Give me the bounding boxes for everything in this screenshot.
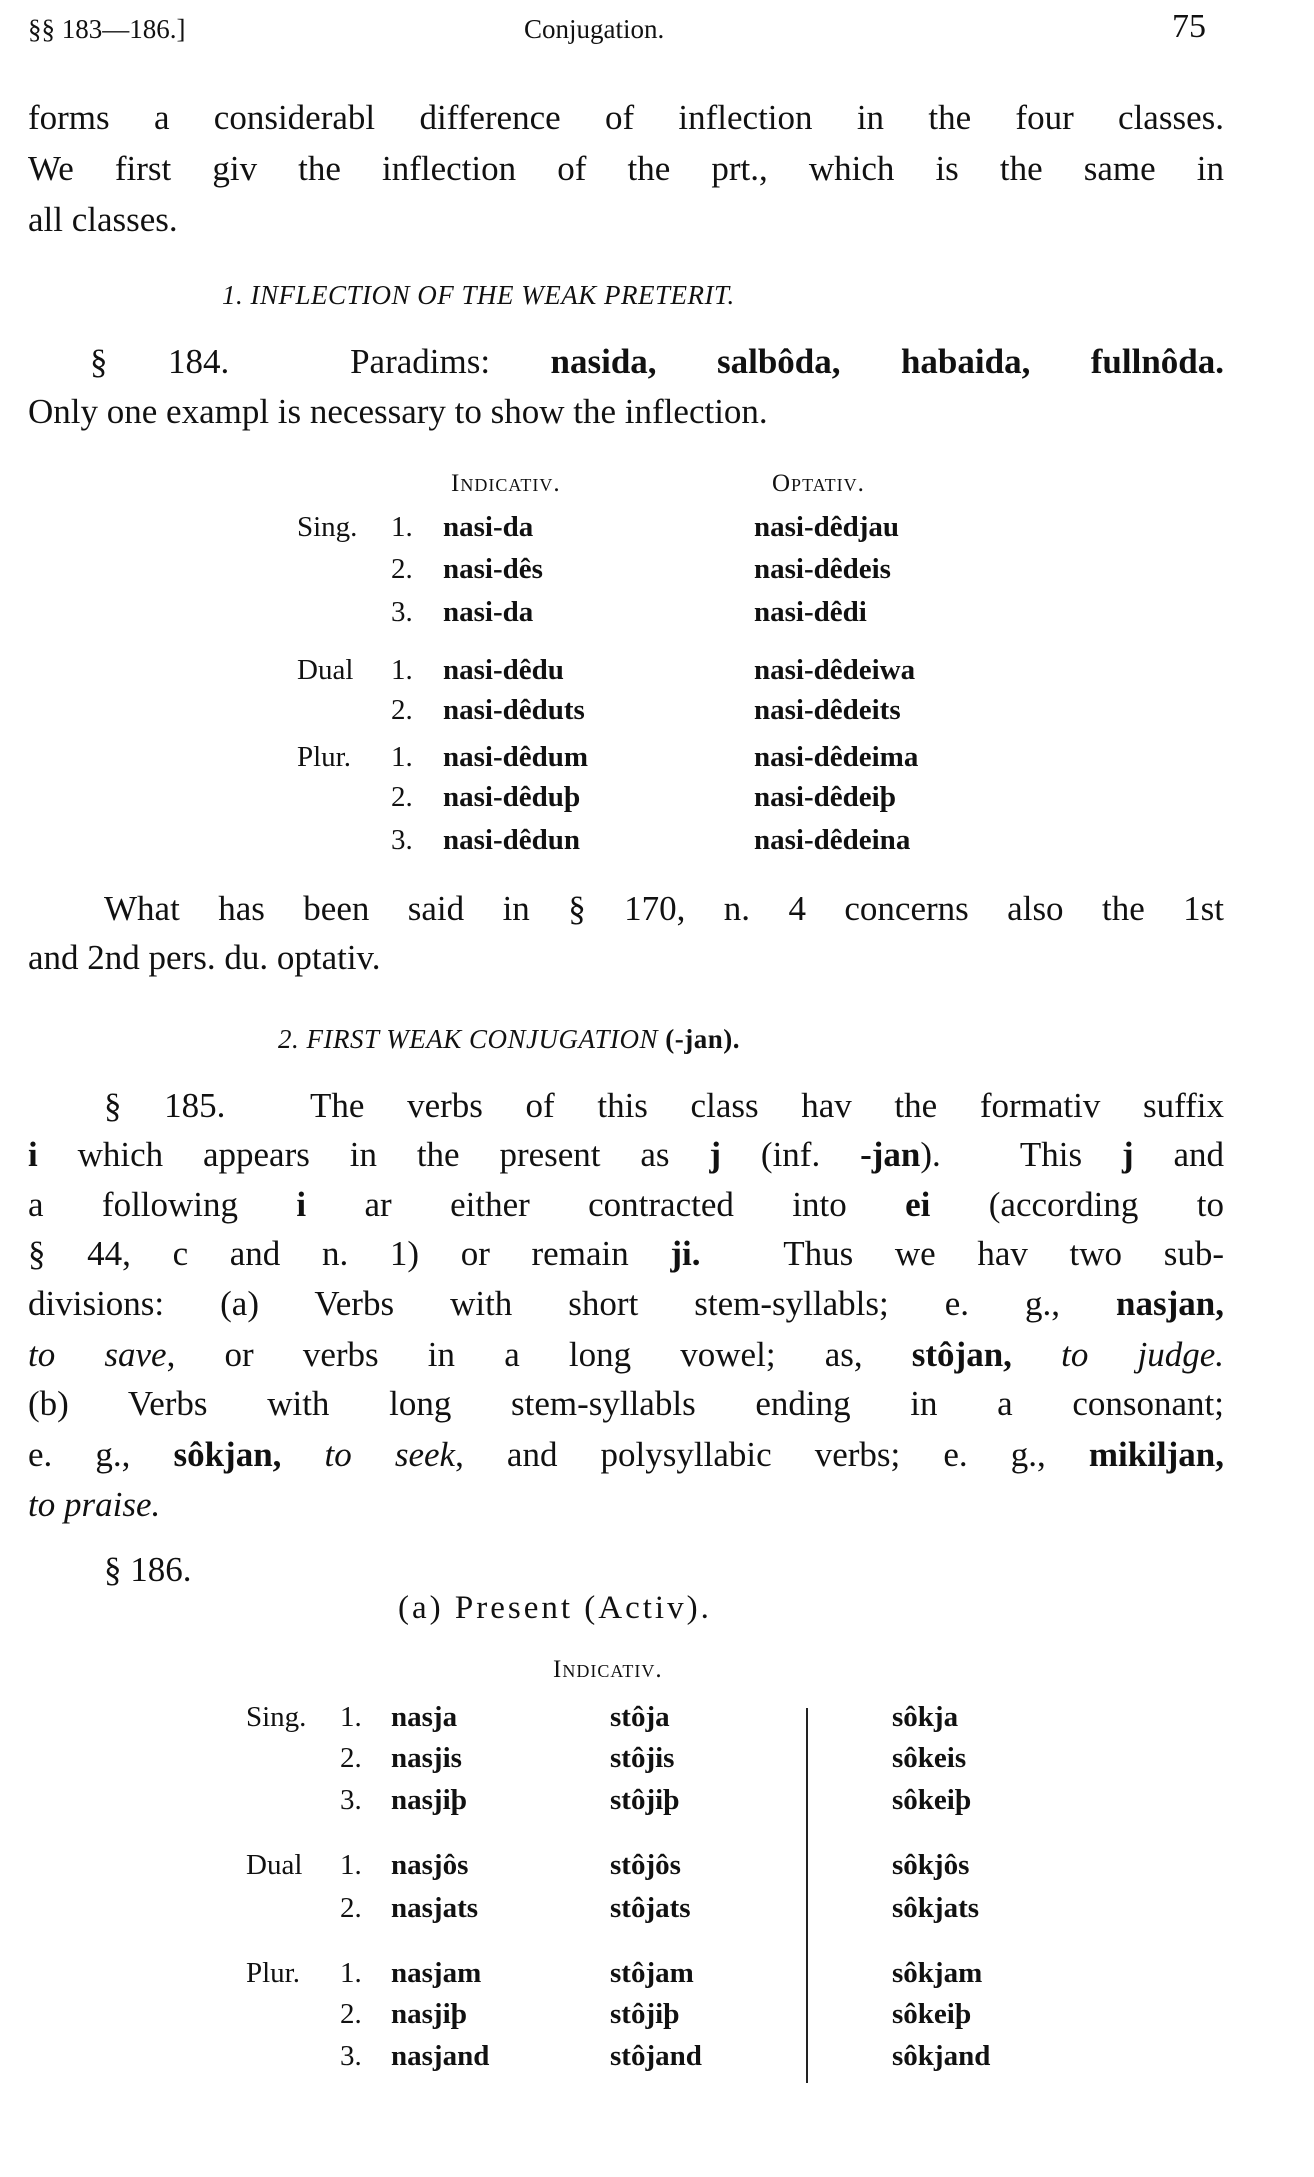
stojan-form: stôjam — [610, 1957, 694, 1989]
stojan-form: stôjiþ — [610, 1784, 680, 1816]
paragraph-line — [28, 1484, 1224, 1526]
optativ-form: nasi-dêdi — [754, 596, 867, 628]
row-group-label: Plur. — [297, 741, 351, 773]
text-run: e. g., — [28, 1435, 174, 1474]
nasjan-form: nasjôs — [391, 1849, 469, 1881]
sokjan-form: sôkeiþ — [892, 1784, 971, 1816]
heading-suffix: (-jan). — [665, 1024, 740, 1054]
intro-line: We first giv the inflection of the prt., which is the same in — [28, 149, 1224, 188]
paragraph-line — [28, 1184, 1224, 1226]
stojan-form: stôjiþ — [610, 1998, 680, 2030]
row-number: 3. — [391, 596, 413, 628]
row-number: 1. — [340, 1849, 362, 1881]
text-run: divisions: (a) Verbs with short stem-syllabls; e. g., — [28, 1284, 1117, 1323]
paragraph-line — [28, 1233, 1224, 1275]
row-number: 2. — [340, 1742, 362, 1774]
row-number: 2. — [391, 553, 413, 585]
text-run: , and polysyllabic verbs; e. g., — [455, 1435, 1089, 1474]
sokjan-form: sôkjôs — [892, 1849, 970, 1881]
text-run: -jan — [860, 1135, 921, 1174]
text-run: Thus we hav two sub- — [700, 1234, 1224, 1273]
indicativ-form: nasi-dêduts — [443, 694, 585, 726]
row-number: 2. — [340, 1998, 362, 2030]
optativ-form: nasi-dêdeits — [754, 694, 901, 726]
paragraph-line — [28, 1134, 1224, 1176]
row-number: 1. — [391, 741, 413, 773]
row-group-label: Sing. — [297, 511, 358, 543]
text-run: § 184. Paradims: — [90, 342, 551, 381]
sokjan-form: sôkja — [892, 1701, 959, 1733]
text-run: (b) Verbs with long stem-syllabls ending in a consonant; — [28, 1384, 1224, 1423]
row-number: 2. — [340, 1892, 362, 1924]
indicativ-form: nasi-dêduþ — [443, 781, 581, 813]
paragraph-line — [28, 391, 1224, 433]
paragraph-line — [104, 1085, 1224, 1127]
sokjan-form: sôkeis — [892, 1742, 967, 1774]
sokjan-form: sôkjam — [892, 1957, 983, 1989]
text-run: j — [709, 1135, 722, 1174]
paragraph-line — [28, 1434, 1224, 1476]
text-run: to seek — [281, 1435, 456, 1474]
indicativ-form: nasi-dêdum — [443, 741, 589, 773]
row-group-label: Dual — [297, 654, 354, 686]
nasjan-form: nasjam — [391, 1957, 482, 1989]
table1-header-indicativ: Indicativ. — [451, 470, 561, 497]
row-number: 3. — [391, 824, 413, 856]
nasjan-form: nasjiþ — [391, 1784, 467, 1816]
nasjan-form: nasjand — [391, 2040, 490, 2072]
text-run: j — [1121, 1135, 1134, 1174]
indicativ-form: nasi-da — [443, 596, 534, 628]
row-number: 2. — [391, 694, 413, 726]
text-run: Only one exampl is necessary to show the inflection. — [28, 392, 768, 431]
paragraph-line — [90, 341, 1224, 383]
intro-line: all classes. — [28, 200, 178, 239]
text-run: nasjan, — [1116, 1284, 1224, 1323]
sokjan-form: sôkjats — [892, 1892, 980, 1924]
note-line: What has been said in § 170, n. 4 concerns also the 1st — [104, 889, 1224, 928]
text-run: a following — [28, 1185, 297, 1224]
paragraph-line — [28, 1283, 1224, 1325]
nasjan-form: nasjiþ — [391, 1998, 467, 2030]
optativ-form: nasi-dêdeis — [754, 553, 891, 585]
indicativ-form: nasi-dêdun — [443, 824, 581, 856]
text-run: § 44, c and n. 1) or remain — [28, 1234, 671, 1273]
sokjan-form: sôkeiþ — [892, 1998, 971, 2030]
section-heading-first-weak-conjugation — [278, 1024, 740, 1055]
intro-line: forms a considerabl difference of inflection in the four classes. — [28, 98, 1224, 137]
text-run: to save — [28, 1335, 167, 1374]
text-run: stôjan, — [911, 1335, 1012, 1374]
optativ-form: nasi-dêdjau — [754, 511, 900, 543]
text-run: (inf. — [721, 1135, 861, 1174]
row-number: 1. — [391, 511, 413, 543]
stojan-form: stôja — [610, 1701, 670, 1733]
text-run: ei — [905, 1185, 931, 1224]
text-run: (according to — [930, 1185, 1224, 1224]
text-run: ji. — [670, 1234, 701, 1273]
row-group-label: Dual — [246, 1849, 303, 1881]
text-run: which appears in the present as — [37, 1135, 710, 1174]
paragraph-line — [28, 1334, 1224, 1376]
row-number: 2. — [391, 781, 413, 813]
indicativ-form: nasi-dêdu — [443, 654, 564, 686]
row-group-label: Sing. — [246, 1701, 307, 1733]
text-run: , or verbs in a long vowel; as, — [166, 1335, 912, 1374]
text-run: sôkjan, — [173, 1435, 282, 1474]
text-run: ). This — [920, 1135, 1122, 1174]
stojan-form: stôjats — [610, 1892, 691, 1924]
text-run: § 185. The verbs of this class hav the formativ suffix — [104, 1086, 1224, 1125]
text-run: and — [1133, 1135, 1224, 1174]
page-number: 75 — [1172, 8, 1206, 45]
optativ-form: nasi-dêdeima — [754, 741, 919, 773]
nasjan-form: nasja — [391, 1701, 458, 1733]
stojan-form: stôjand — [610, 2040, 702, 2072]
table2-header-indicativ: Indicativ. — [553, 1656, 663, 1683]
stojan-form: stôjis — [610, 1742, 675, 1774]
row-number: 3. — [340, 1784, 362, 1816]
text-run: i — [296, 1185, 307, 1224]
present-activ-subtitle: (a) Present (Activ). — [398, 1590, 712, 1626]
paragraph-line — [28, 1383, 1224, 1425]
text-run: nasida, salbôda, habaida, fullnôda. — [550, 342, 1225, 381]
text-run: to praise. — [28, 1485, 161, 1524]
optativ-form: nasi-dêdeina — [754, 824, 911, 856]
text-run: i — [28, 1135, 38, 1174]
row-number: 1. — [340, 1701, 362, 1733]
row-number: 1. — [391, 654, 413, 686]
nasjan-form: nasjats — [391, 1892, 479, 1924]
running-head-sections: §§ 183—186.] — [28, 14, 186, 44]
indicativ-form: nasi-da — [443, 511, 534, 543]
optativ-form: nasi-dêdeiþ — [754, 781, 896, 813]
stojan-form: stôjôs — [610, 1849, 681, 1881]
running-head-title: Conjugation. — [524, 14, 665, 44]
row-number: 3. — [340, 2040, 362, 2072]
nasjan-form: nasjis — [391, 1742, 462, 1774]
table1-header-optativ: Optativ. — [772, 470, 865, 497]
section-186-label: § 186. — [104, 1550, 192, 1589]
section-heading-weak-preterit: 1. INFLECTION OF THE WEAK PRETERIT. — [222, 280, 735, 310]
row-group-label: Plur. — [246, 1957, 300, 1989]
text-run: ar either contracted into — [306, 1185, 906, 1224]
note-line: and 2nd pers. du. optativ. — [28, 938, 381, 977]
text-run: mikiljan, — [1088, 1435, 1224, 1474]
sokjan-form: sôkjand — [892, 2040, 991, 2072]
optativ-form: nasi-dêdeiwa — [754, 654, 916, 686]
heading-title: 2. FIRST WEAK CONJUGATION — [278, 1024, 658, 1054]
column-divider — [806, 1708, 808, 2083]
text-run: to judge. — [1011, 1335, 1225, 1374]
row-number: 1. — [340, 1957, 362, 1989]
indicativ-form: nasi-dês — [443, 553, 543, 585]
